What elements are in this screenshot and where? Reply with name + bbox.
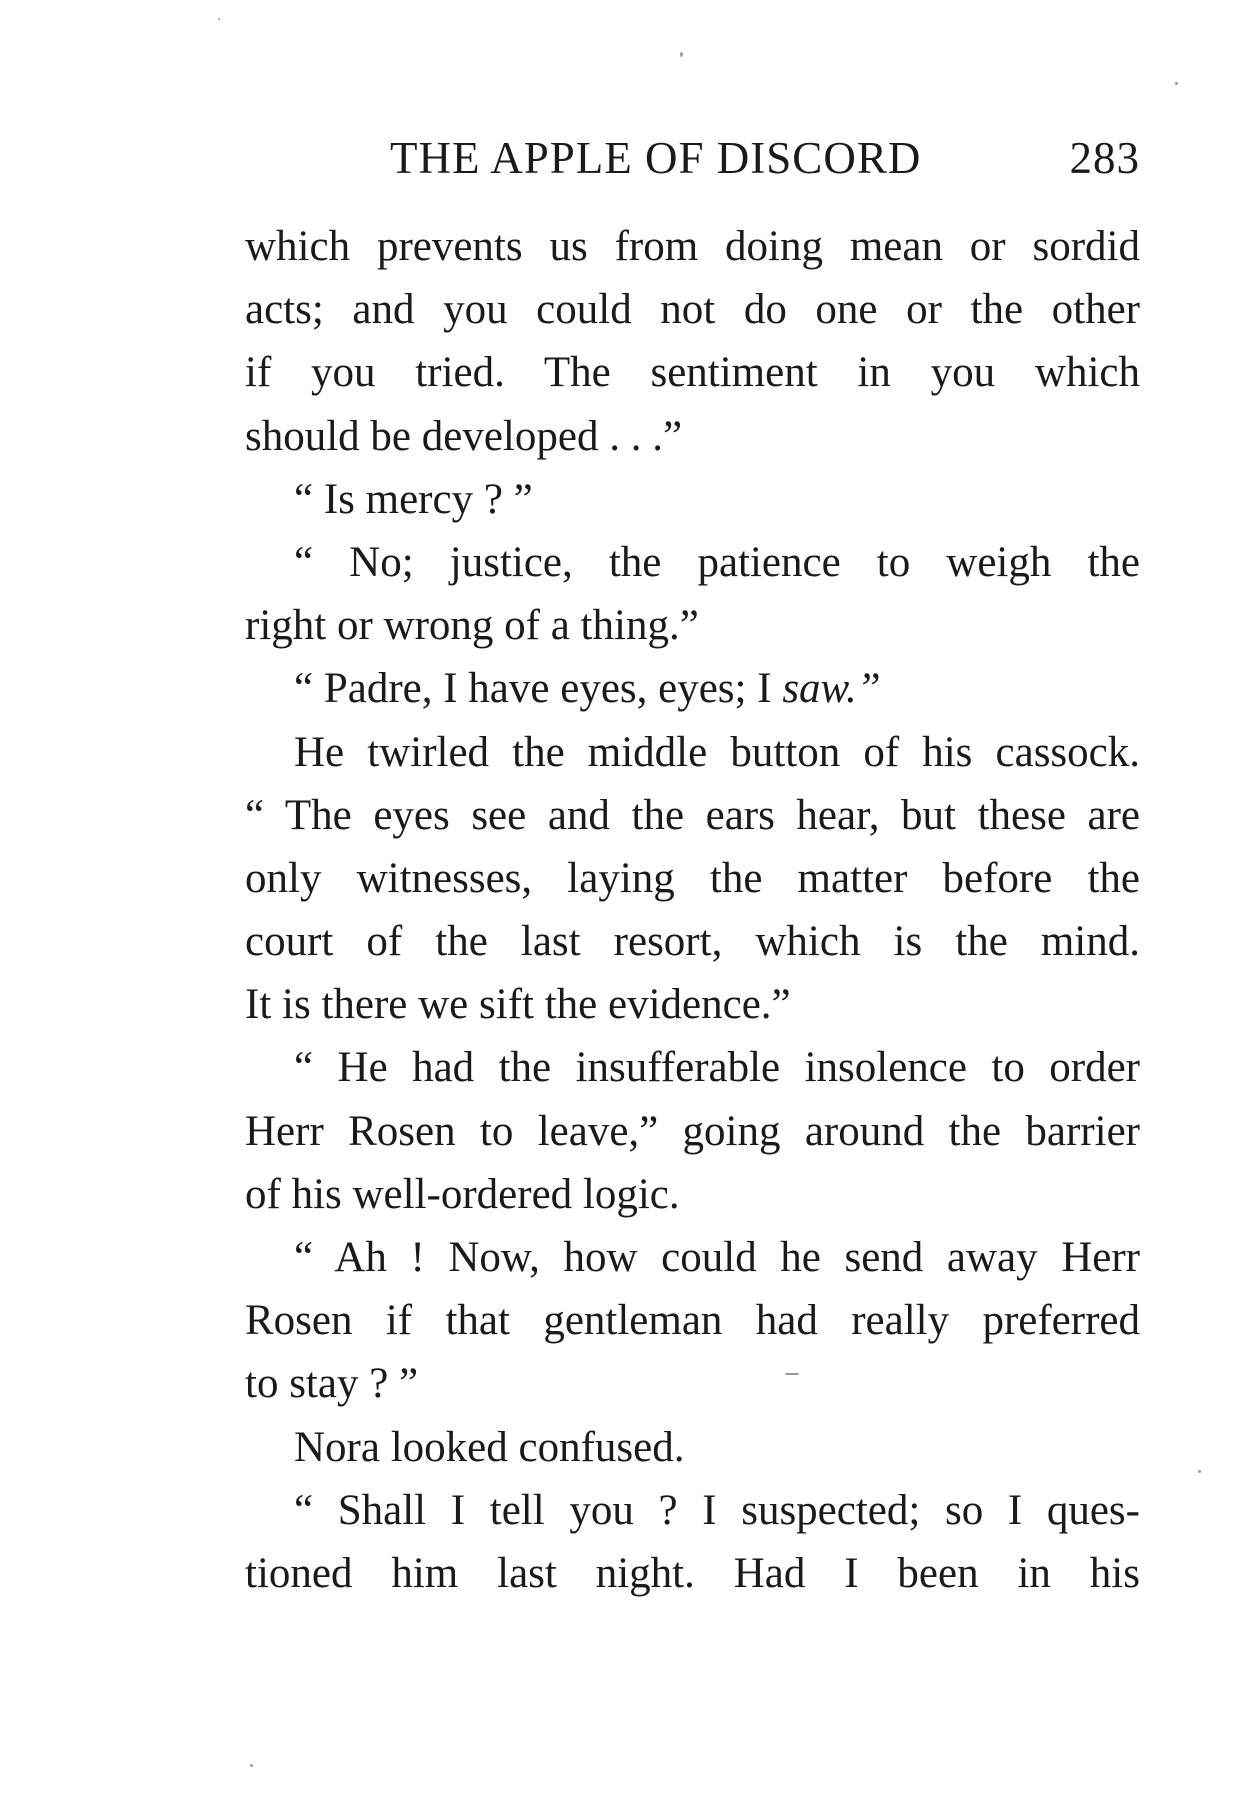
text-line: “ He had the insufferable insolence to order: [294, 1044, 1140, 1092]
page-header: [390, 128, 1140, 188]
text-line: [245, 657, 1140, 720]
paper-speck: [218, 18, 220, 20]
text-line: “ No; justice, the patience to weigh the: [294, 538, 1140, 586]
text-line: Herr Rosen to leave,” going around the barrier: [245, 1107, 1140, 1155]
text-line: He twirled the middle button of his cassock.: [294, 728, 1140, 776]
text-line: if you tried. The sentiment in you which: [245, 349, 1140, 397]
paper-speck: [250, 1764, 253, 1767]
body-text: [245, 215, 1140, 1605]
paper-speck: [680, 52, 683, 57]
text-line: acts; and you could not do one or the other: [245, 286, 1140, 334]
paper-speck: [1175, 82, 1178, 85]
text-line: which prevents us from doing mean or sordid: [245, 223, 1140, 270]
paper-speck: [1198, 1470, 1201, 1473]
page-number: 283: [1069, 133, 1140, 183]
text-line: to stay ? ”: [245, 1360, 419, 1408]
text-line: Rosen if that gentleman had really preferred: [245, 1297, 1140, 1345]
text-line: Nora looked confused.: [294, 1423, 685, 1471]
paper-speck: [785, 1373, 799, 1375]
running-title: THE APPLE OF DISCORD: [390, 133, 922, 183]
text-line: of his well-ordered logic.: [245, 1170, 680, 1218]
text-line-segment: “ Padre, I have eyes, eyes; I: [294, 665, 772, 713]
text-line: right or wrong of a thing.”: [245, 602, 699, 650]
text-line: “ Shall I tell you ? I suspected; so I ques-: [294, 1486, 1140, 1534]
text-line: It is there we sift the evidence.”: [245, 981, 791, 1029]
text-line: “ Ah ! Now, how could he send away Herr: [294, 1234, 1140, 1281]
text-line: “ Is mercy ? ”: [294, 475, 533, 523]
text-line: only witnesses, laying the matter before the: [245, 854, 1140, 902]
text-line: “ The eyes see and the ears hear, but these are: [245, 791, 1140, 839]
italic-word: saw.”: [782, 665, 881, 713]
text-line: should be developed . . .”: [245, 412, 683, 460]
text-line: court of the last resort, which is the mind.: [245, 918, 1140, 966]
text-line: tioned him last night. Had I been in his: [245, 1549, 1140, 1597]
